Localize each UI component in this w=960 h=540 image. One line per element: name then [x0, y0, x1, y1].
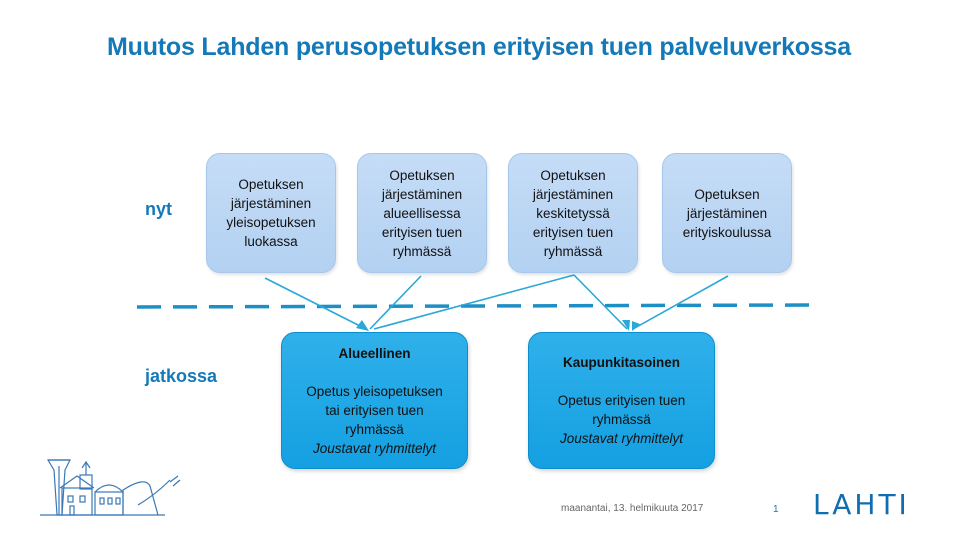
- box-text-line: luokassa: [244, 234, 298, 249]
- box-text-line: ryhmässä: [592, 412, 651, 427]
- box-text-line: yleisopetuksen: [226, 215, 316, 230]
- box-text-line: järjestäminen: [381, 186, 463, 202]
- future-box-heading: Kaupunkitasoinen: [562, 355, 680, 370]
- row-label-future: jatkossa: [145, 366, 218, 386]
- dashed-divider: [137, 305, 812, 307]
- box-text-line: tai erityisen tuen: [325, 402, 424, 418]
- page-number: 1: [773, 504, 779, 515]
- box-text-line: Opetuksen: [540, 167, 606, 183]
- box-text-line: ryhmässä: [392, 243, 452, 259]
- future-box-alueellinen: [281, 332, 468, 469]
- lahti-city-illustration: [40, 460, 180, 515]
- arrow-1-to-alueellinen: [265, 278, 366, 329]
- current-box-yleisopetus: [206, 153, 336, 273]
- future-box-kaupunkitasoinen: [528, 332, 715, 469]
- box-italic-line: Joustavat ryhmittelyt: [559, 431, 684, 446]
- row-label-now: nyt: [145, 199, 172, 219]
- box-text-line: ryhmässä: [345, 421, 404, 437]
- box-text-line: Opetus erityisen tuen: [557, 393, 686, 408]
- box-text-line: erityisen tuen: [381, 224, 463, 240]
- future-box-heading: Alueellinen: [338, 345, 411, 361]
- footer-date: maanantai, 13. helmikuuta 2017: [561, 503, 704, 514]
- arrow-3-to-kaupunkitasoinen: [574, 275, 627, 329]
- box-text-line: ryhmässä: [543, 243, 603, 259]
- current-box-keskitetty: [508, 153, 638, 273]
- box-text-line: keskitetyssä: [536, 205, 610, 221]
- box-text-line: järjestäminen: [230, 196, 312, 211]
- box-text-line: alueellisessa: [383, 205, 461, 221]
- box-text-line: Opetuksen: [694, 186, 760, 202]
- page-title: Muutos Lahden perusopetuksen erityisen tuen palveluverkossa: [107, 33, 851, 61]
- arrow-3-to-alueellinen: [374, 275, 574, 329]
- box-text-line: järjestäminen: [532, 186, 614, 202]
- box-text-line: erityiskoulussa: [682, 224, 772, 240]
- arrow-head: [356, 320, 369, 331]
- box-text-line: Opetus yleisopetuksen: [306, 383, 443, 399]
- current-box-erityiskoulu: [662, 153, 792, 273]
- current-box-alueellinen: [357, 153, 487, 273]
- box-text-line: järjestäminen: [686, 205, 768, 221]
- lahti-logo: LAHTI: [813, 488, 910, 521]
- box-text-line: Opetuksen: [238, 177, 304, 192]
- arrow-2-to-alueellinen: [370, 276, 421, 329]
- box-text-line: erityisen tuen: [532, 224, 614, 240]
- box-text-line: Opetuksen: [389, 167, 455, 183]
- arrow-4-to-kaupunkitasoinen: [633, 276, 728, 329]
- box-italic-line: Joustavat ryhmittelyt: [312, 440, 437, 456]
